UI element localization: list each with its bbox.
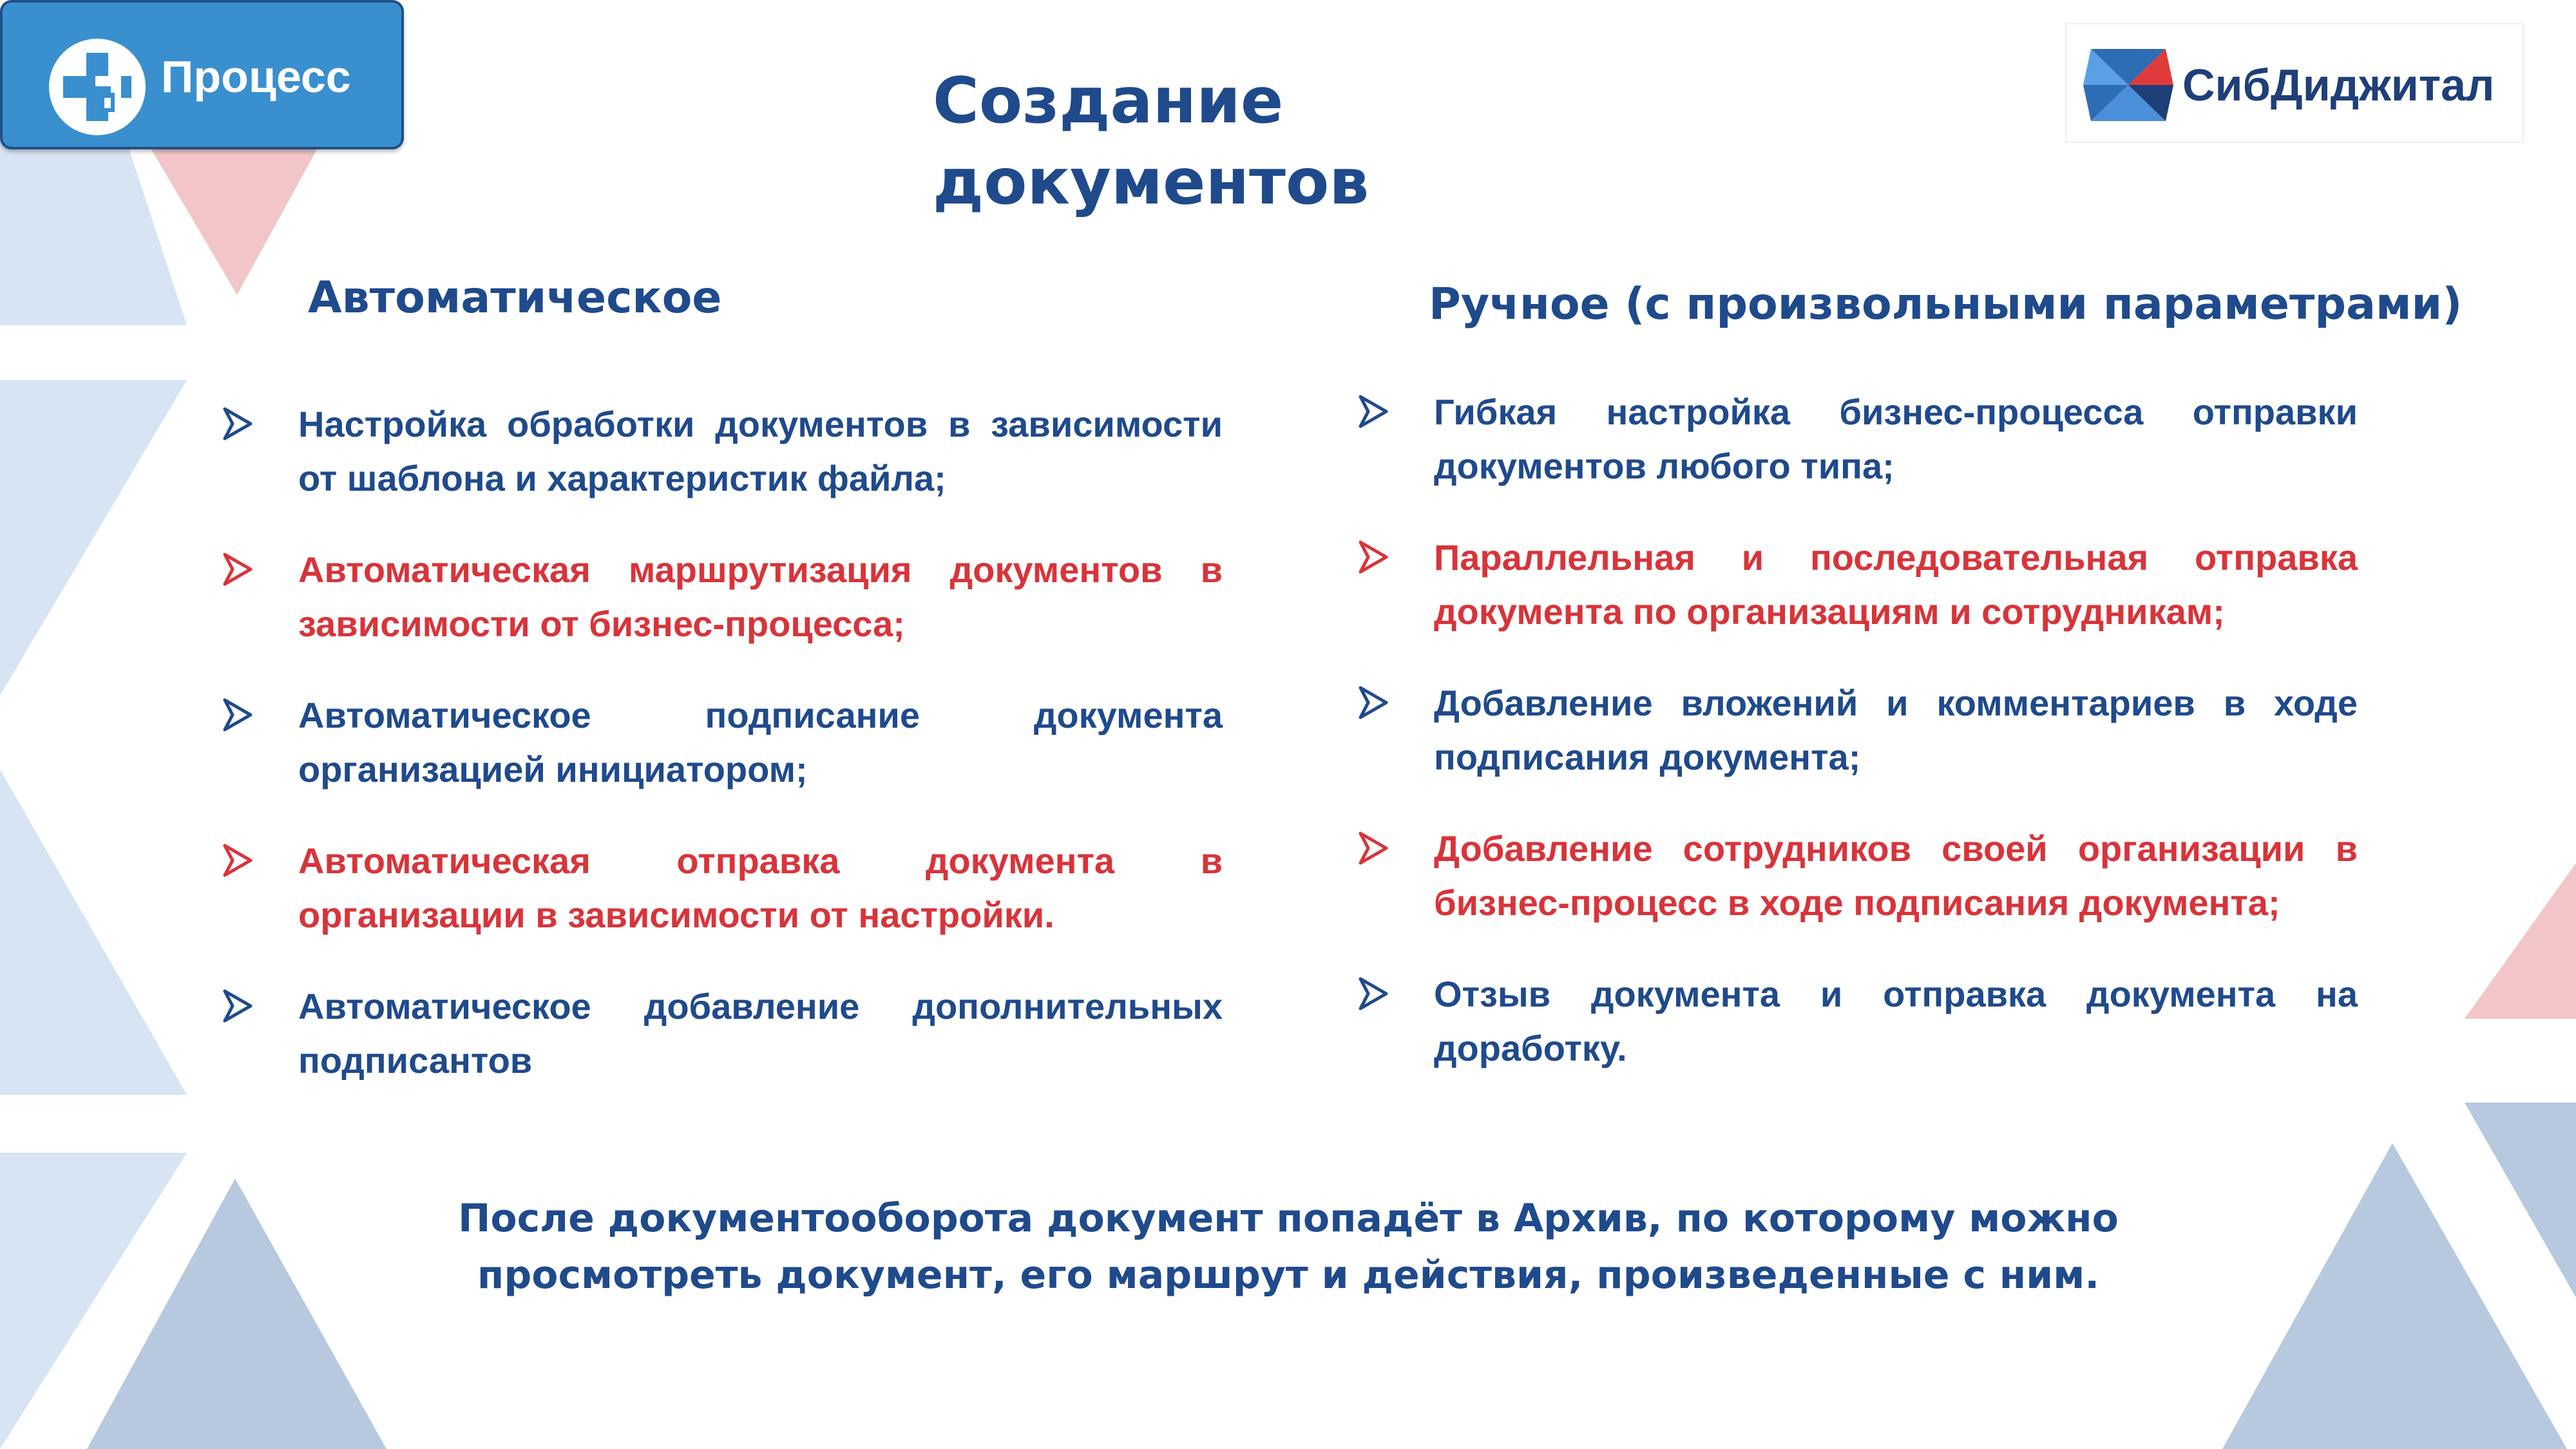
arrowhead-bullet-icon (1358, 831, 1389, 866)
archive-note-line2: просмотреть документ, его маршрут и действия, произведенные с ним. (477, 1253, 2100, 1298)
page-title-line1: Создание (933, 64, 1284, 138)
arrowhead-bullet-icon (222, 843, 253, 878)
manual-list (1358, 385, 2358, 1113)
badge-label: Процесс (161, 52, 351, 102)
list-item-text: Добавление сотрудников своей организации в бизнес-процесс в ходе подписания документа; (1434, 828, 2358, 923)
list-item-text: Гибкая настройка бизнес-процесса отправки документов любого типа; (1434, 392, 2358, 486)
list-item (222, 543, 1223, 651)
list-item (1358, 822, 2358, 930)
logo-triangles-icon (2083, 46, 2173, 124)
page-title (933, 61, 1512, 223)
list-item (1358, 385, 2358, 493)
list-item-text: Автоматическая отправка документа в организации в зависимости от настройки. (298, 840, 1223, 935)
arrowhead-bullet-icon (1358, 976, 1389, 1011)
arrowhead-bullet-icon (222, 552, 253, 587)
list-item-text: Автоматическая маршрутизация документов в зависимости от бизнес-процесса; (298, 549, 1223, 644)
arrowhead-bullet-icon (222, 406, 253, 441)
list-item-text: Настройка обработки документов в зависимости от шаблона и характеристик файла; (298, 404, 1223, 498)
list-item (1358, 531, 2358, 639)
process-badge (0, 0, 404, 149)
arrowhead-bullet-icon (222, 697, 253, 732)
sibdigital-logo[interactable] (2065, 23, 2524, 143)
list-item (222, 688, 1223, 797)
list-item (1358, 967, 2358, 1075)
archive-note-line1: После документооборота документ попадёт в Архив, по которому можно (458, 1196, 2119, 1241)
list-item (222, 397, 1223, 506)
arrowhead-bullet-icon (1358, 540, 1389, 574)
automatic-list (222, 397, 1223, 1125)
arrowhead-bullet-icon (1358, 685, 1389, 720)
list-item (222, 834, 1223, 942)
list-item-text: Автоматическое подписание документа организацией инициатором; (298, 695, 1223, 790)
list-item-text: Параллельная и последовательная отправка документа по организациям и сотрудникам; (1434, 537, 2358, 632)
manual-heading: Ручное (с произвольными параметрами) (1429, 279, 2463, 330)
list-item (1358, 676, 2358, 784)
archive-note (451, 1190, 2126, 1303)
list-item-text: Автоматическое добавление дополнительных подписантов (298, 986, 1223, 1081)
arrowhead-bullet-icon (222, 989, 253, 1023)
automatic-heading: Автоматическое (308, 272, 722, 323)
page-title-line2: документов (933, 146, 1369, 219)
arrowhead-bullet-icon (1358, 394, 1389, 429)
list-item (222, 980, 1223, 1088)
logo-text: СибДиджитал (2182, 60, 2495, 110)
medical-cross-icon (49, 39, 146, 135)
list-item-text: Добавление вложений и комментариев в ходе подписания документа; (1434, 683, 2358, 777)
list-item-text: Отзыв документа и отправка документа на доработку. (1434, 974, 2358, 1068)
